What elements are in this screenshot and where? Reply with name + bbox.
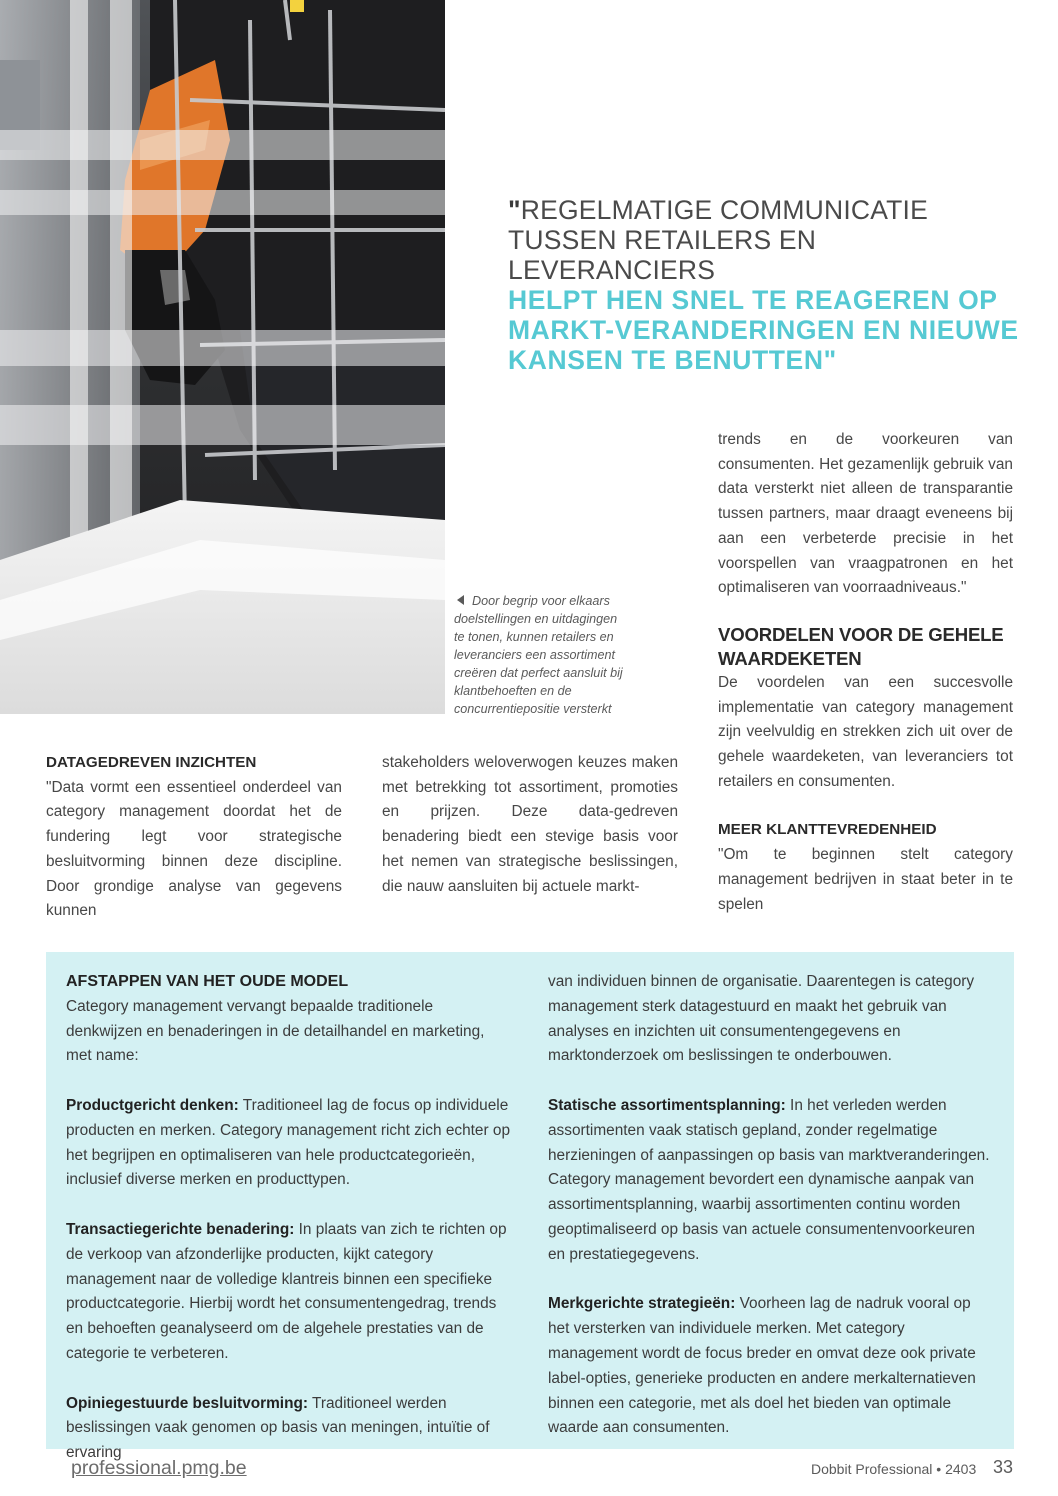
caption-line: doelstellingen en uitdagingen — [454, 612, 618, 626]
warehouse-worker-illustration — [0, 0, 445, 714]
box-column-2 — [548, 970, 994, 1466]
box-intro-text: Category management vervangt bepaalde traditionele denkwijzen en benaderingen in de detailhandel en marketing, met name: — [66, 997, 485, 1065]
item-text: Traditioneel lag de focus op individuele producten en merken. Category management richt zich echter op het begrijpen en optimaliseren van hele productcategorieën, inclusief diverse merken en producttypen. — [66, 1096, 510, 1189]
box-item-transactiegericht — [66, 1218, 512, 1367]
item-label: Opiniegestuurde besluitvorming: — [66, 1394, 308, 1412]
section-heading-klanttevredenheid: MEER KLANTTEVREDENHEID — [718, 821, 937, 839]
body-paragraph: stakeholders weloverwogen keuzes maken met betrekking tot assortiment, promoties en prijzen. Deze data-gedreven benadering biedt een stevige basis voor het nemen van strategische beslissingen, die nauw aansluiten bij actuele markt- — [382, 754, 678, 895]
body-column-2 — [382, 751, 678, 899]
pull-quote — [508, 195, 1028, 375]
item-text: In plaats van zich te richten op de verkoop van afzonderlijke producten, kijkt category management naar de volledige klantreis binnen een specifieke productcategorie. Hierbij wordt het consumentengedrag, trends en behoeften geanalyseerd om de algehele prestaties van de categorie te verbeteren. — [66, 1220, 507, 1362]
item-label: Merkgerichte strategieën: — [548, 1295, 736, 1313]
box-item-opiniegestuurd — [66, 1392, 512, 1466]
caption-line: leveranciers een assortiment — [454, 648, 615, 662]
section-heading-datagedreven: DATAGEDREVEN INZICHTEN — [46, 754, 257, 771]
item-label: Productgericht denken: — [66, 1096, 239, 1114]
quote-accent-line-2: MARKT-VERANDERINGEN EN NIEUWE — [508, 315, 1019, 345]
quote-open-mark: " — [508, 195, 521, 225]
quote-text: REGELMATIGE COMMUNICATIE — [520, 195, 928, 225]
photo-caption — [454, 592, 644, 718]
box-item-productgericht — [66, 1094, 512, 1193]
section-heading-voordelen: VOORDELEN VOOR DE GEHELE WAARDEKETEN — [718, 623, 1004, 669]
item-text: Traditioneel werden beslissingen vaak genomen op basis van meningen, intuïtie of ervaring — [66, 1394, 490, 1462]
caption-line: klantbehoeften en de — [454, 684, 572, 698]
caption-line: Door begrip voor elkaars — [472, 594, 610, 608]
caption-line: te tonen, kunnen retailers en — [454, 630, 614, 644]
item-label: Transactiegerichte benadering: — [66, 1220, 295, 1238]
box-heading: AFSTAPPEN VAN HET OUDE MODEL — [66, 973, 349, 990]
box-item-statische-planning — [548, 1094, 994, 1268]
footer-magazine-issue: Dobbit Professional • 2403 — [811, 1461, 977, 1477]
body-column-3 — [718, 428, 1013, 917]
footer-website-link[interactable]: professional.pmg.be — [71, 1457, 247, 1479]
body-column-1 — [46, 751, 342, 924]
item-text: Voorheen lag de nadruk vooral op het versterken van individuele merken. Met category management wordt de focus breder en omvat deze ook private label-opties, generieke producten en andere merkalternatieven binnen een categorie, met als doel het bieden van optimale waarde aan consumenten. — [548, 1295, 976, 1437]
body-paragraph: "Om te beginnen stelt category management bedrijven in staat beter in te spelen — [718, 846, 1013, 913]
sidebar-box — [46, 952, 1014, 1462]
item-text: In het verleden werden assortimenten vaak statisch gepland, zonder regelmatige herzieningen of aanpassingen op basis van marktveranderingen. Category management bevordert een dynamische aanpak van assortimentsplanning, waarbij assortimenten continu worden geoptimaliseerd op basis van actuele consumentenvoorkeuren en prestatiegegevens. — [548, 1096, 990, 1263]
caption-arrow-icon — [457, 595, 464, 605]
quote-light-line-2: TUSSEN RETAILERS EN LEVERANCIERS — [508, 225, 817, 285]
body-paragraph: De voordelen van een succesvolle implementatie van category management zijn veelvuldig en strekken zich uit over de gehele waardeketen, van leveranciers tot retailers en consumenten. — [718, 673, 1013, 790]
box-column-1 — [66, 970, 512, 1491]
quote-light-line-1 — [508, 195, 1028, 225]
box-item-merkgericht — [548, 1292, 994, 1441]
caption-line: creëren dat perfect aansluit bij — [454, 666, 623, 680]
body-paragraph: trends en de voorkeuren van consumenten. Het gezamenlijk gebruik van data versterkt niet alleen de transparantie tussen partners, maar draagt eveneens bij aan een verbeterde precisie in het voorspellen van vraagpatronen en het optimaliseren van voorraadniveaus." — [718, 431, 1013, 597]
box-intro — [66, 970, 512, 1069]
quote-accent-line-1: HELPT HEN SNEL TE REAGEREN OP — [508, 285, 998, 315]
caption-line: concurrentiepositie versterkt — [454, 702, 612, 716]
page-number: 33 — [993, 1457, 1014, 1477]
quote-accent-line-3: KANSEN TE BENUTTEN" — [508, 345, 837, 375]
article-photo — [0, 0, 445, 714]
box-item-opiniegestuurd-continued: van individuen binnen de organisatie. Daarentegen is category management sterk datagestuurd en maakt het gebruik van analyses en inzichten uit consumentengegevens en marktonderzoek om beslissingen te onderbouwen. — [548, 973, 975, 1065]
item-label: Statische assortimentsplanning: — [548, 1096, 786, 1114]
body-paragraph: "Data vormt een essentieel onderdeel van category management doordat het de fundering legt voor strategische besluitvorming binnen deze discipline. Door grondige analyse van gegevens kunnen — [46, 778, 342, 920]
